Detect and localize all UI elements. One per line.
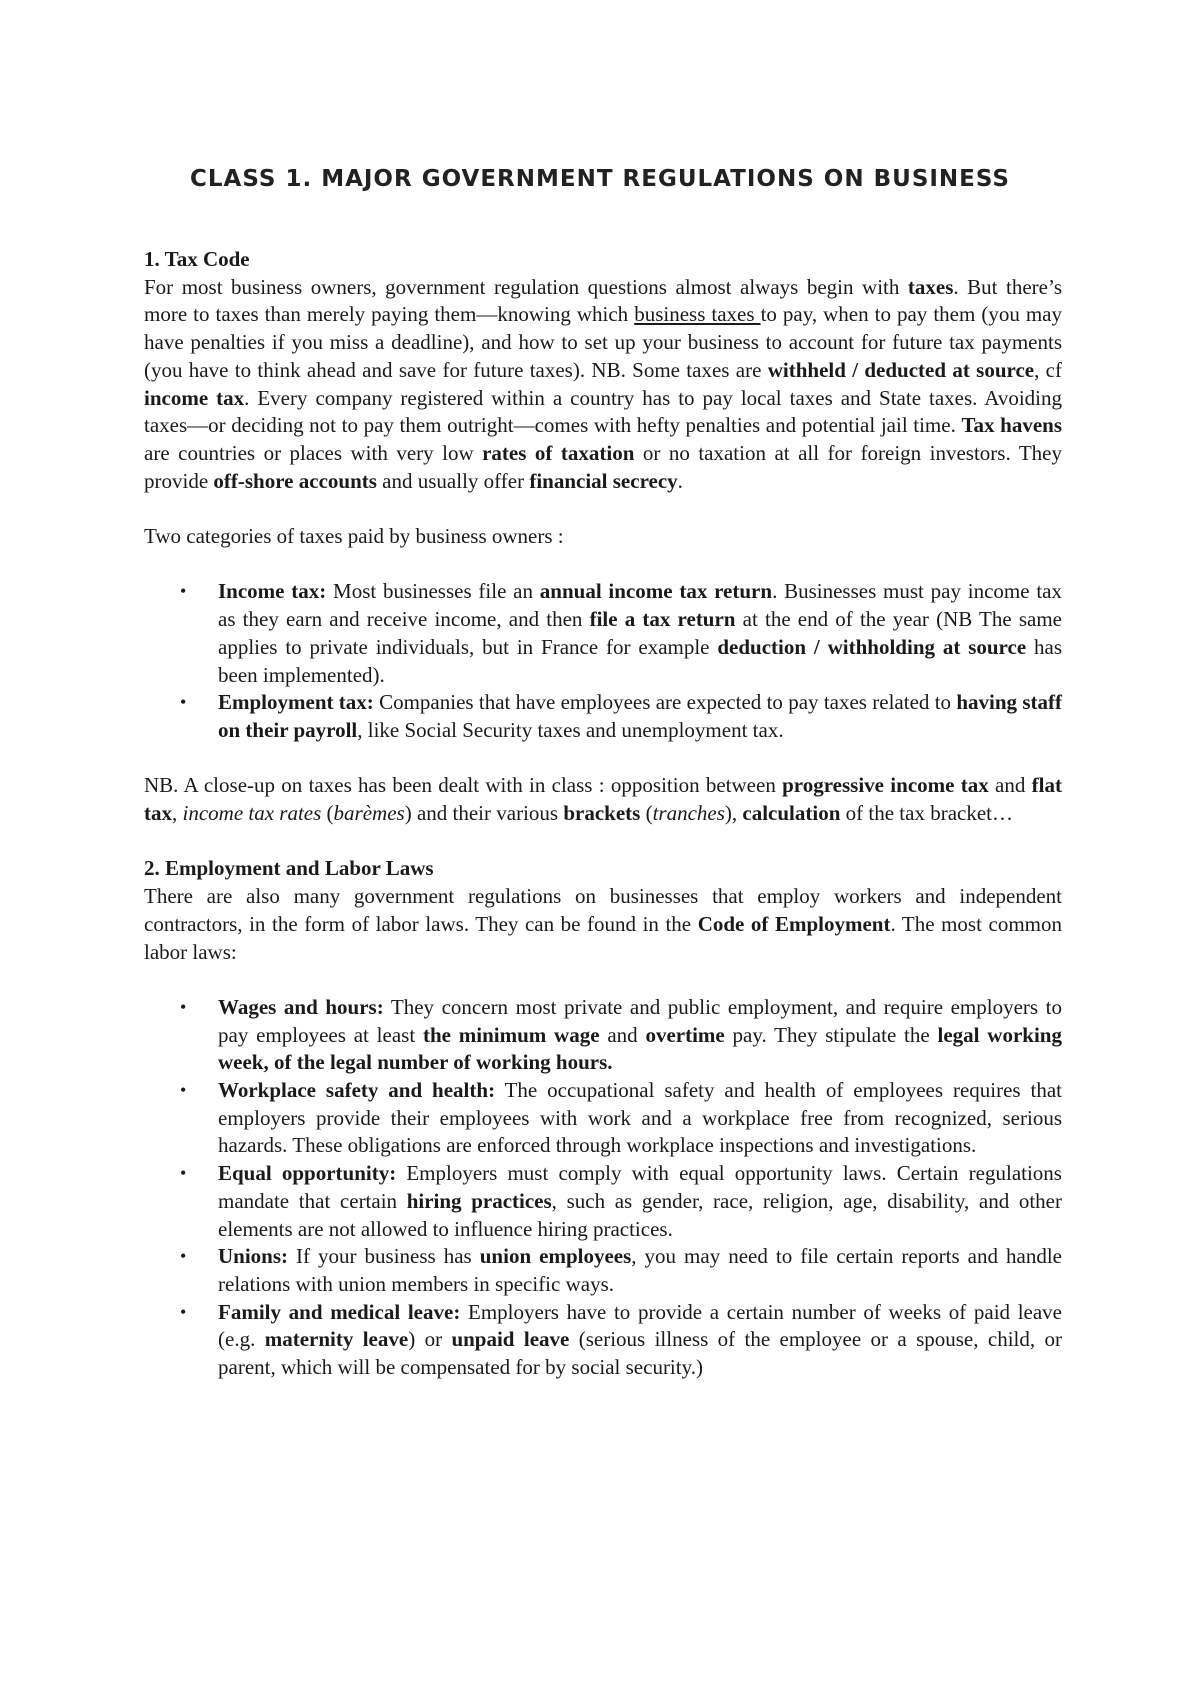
bullet-icon: • (180, 996, 187, 1017)
tax-categories-intro: Two categories of taxes paid by business owners : (144, 524, 564, 549)
labor-laws-list (144, 994, 1062, 1382)
bullet-icon: • (180, 581, 187, 602)
spacer (144, 745, 1062, 773)
section-heading-tax-code: 1. Tax Code (144, 247, 250, 271)
list-item: • Equal opportunity: Employers must comply with equal opportunity laws. Certain regulations mandate that certain hiring practices, such as gender, race, religion, age, disability, and other elements are not allowed to influence hiring practices. (180, 1161, 1063, 1241)
list-item: • Unions: If your business has union employees, you may need to file certain reports and handle relations with union members in specific ways. (180, 1244, 1062, 1296)
document-title: CLASS 1. MAJOR GOVERNMENT REGULATIONS ON BUSINESS (190, 166, 1010, 192)
bullet-icon: • (180, 692, 187, 713)
spacer (144, 495, 1062, 523)
employment-paragraph: There are also many government regulations on businesses that employ workers and independent contractors, in the form of labor laws. They can be found in the Code of Employment. The most common labor laws: (144, 884, 1062, 964)
list-item: • Wages and hours: They concern most private and public employment, and require employers to pay employees at least the minimum wage and overtime pay. They stipulate the legal working week, of the legal number of working hours. (180, 994, 1062, 1075)
bullet-icon: • (180, 1163, 187, 1184)
list-item: • Employment tax: Companies that have employees are expected to pay taxes related to having staff on their payroll, like Social Security taxes and unemployment tax. (180, 690, 1062, 742)
list-item: • Workplace safety and health: The occupational safety and health of employees requires that employers provide their employees with work and a workplace free from recognized, serious hazards. These obligations are enforced through workplace inspections and investigations. (180, 1078, 1062, 1158)
bullet-icon: • (180, 1301, 187, 1322)
business-taxes-link[interactable]: business taxes (634, 302, 761, 327)
spacer (144, 828, 1062, 856)
list-item: • Family and medical leave: Employers have to provide a certain number of weeks of paid leave (e.g. maternity leave) or unpaid leave (serious illness of the employee or a spouse, child, or parent, which will be compensated for by social security.) (180, 1299, 1062, 1380)
document-body (144, 246, 1062, 1382)
spacer (144, 551, 1062, 579)
tax-categories-list (144, 578, 1062, 744)
spacer (144, 966, 1062, 994)
bullet-icon: • (180, 1246, 187, 1267)
taxes-nb-paragraph: NB. A close-up on taxes has been dealt with in class : opposition between progressive income tax and flat tax, income tax rates (barèmes) and their various brackets (tranches), calculation of the tax bracket… (144, 773, 1062, 826)
section-heading-employment: 2. Employment and Labor Laws (144, 856, 434, 881)
list-item: • Income tax: Most businesses file an annual income tax return. Businesses must pay income tax as they earn and receive income, and then file a tax return at the end of the year (NB The same applies to private individuals, but in France for example deduction / withholding at source has been implemented). (180, 579, 1063, 687)
tax-code-paragraph: For most business owners, government regulation questions almost always begin with taxes. But there’s more to taxes than merely paying them—knowing which business taxes to pay, when to pay them (you may have penalties if you miss a deadline), and how to set up your business to account for future tax payments (you have to think ahead and save for future taxes). NB. Some taxes are withheld / deducted at source, cf income tax. Every company registered within a country has to pay local taxes and State taxes. Avoiding taxes—or deciding not to pay them outright—comes with hefty penalties and potential jail time. Tax havens are countries or places with very low rates of taxation or no taxation at all for foreign investors. They provide off-shore accounts and usually offer financial secrecy. (144, 274, 1062, 493)
bullet-icon: • (180, 1080, 187, 1101)
